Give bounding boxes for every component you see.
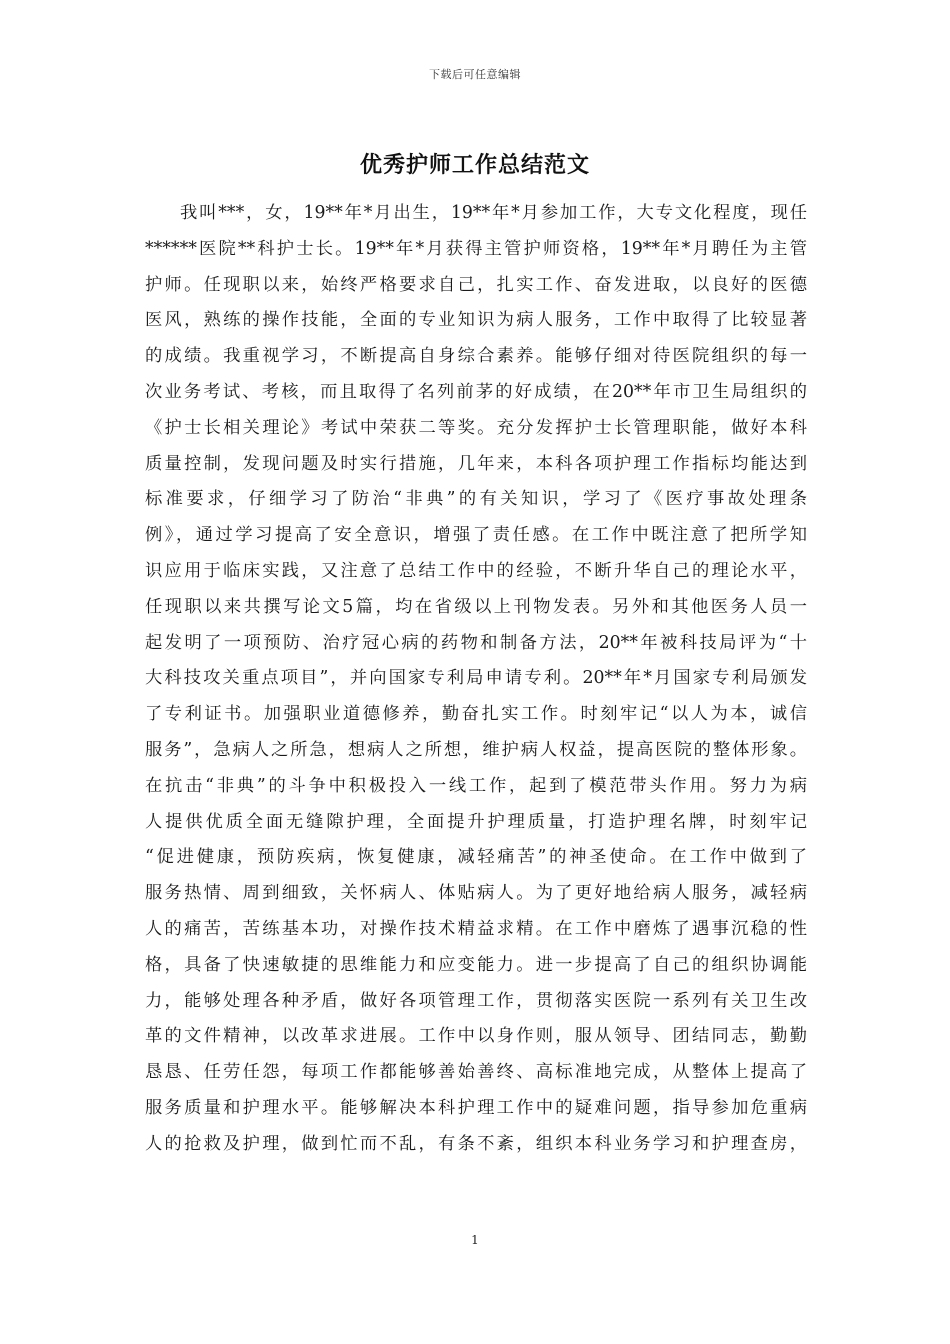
body-line: 人的痛苦，苦练基本功，对操作技术精益求精。在工作中磨炼了遇事沉稳的性	[145, 918, 807, 939]
body-line: 例》，通过学习提高了安全意识，增强了责任感。在工作中既注意了把所学知	[145, 525, 807, 546]
body-line: 力，能够处理各种矛盾，做好各项管理工作，贯彻落实医院一系列有关卫生改	[145, 990, 807, 1011]
body-line: 服务质量和护理水平。能够解决本科护理工作中的疑难问题，指导参加危重病	[145, 1097, 807, 1118]
body-line: 的成绩。我重视学习，不断提高自身综合素养。能够仔细对待医院组织的每一	[145, 346, 807, 367]
body-line: 人提供优质全面无缝隙护理，全面提升护理质量，打造护理名牌，时刻牢记	[145, 811, 807, 832]
body-line: 格，具备了快速敏捷的思维能力和应变能力。进一步提高了自己的组织协调能	[145, 954, 807, 975]
body-line: 医风，熟练的操作技能，全面的专业知识为病人服务，工作中取得了比较显著	[145, 310, 807, 331]
body-line: 恳恳、任劳任怨，每项工作都能够善始善终、高标准地完成，从整体上提高了	[145, 1062, 807, 1083]
document-body	[145, 196, 807, 1163]
body-line: 标准要求，仔细学习了防治“非典”的有关知识，学习了《医疗事故处理条	[145, 489, 807, 510]
body-line: 次业务考试、考核，而且取得了名列前茅的好成绩，在20**年市卫生局组织的	[145, 381, 807, 402]
body-line: 识应用于临床实践，又注意了总结工作中的经验，不断升华自己的理论水平，	[145, 560, 807, 581]
body-line: 在抗击“非典”的斗争中积极投入一线工作，起到了模范带头作用。努力为病	[145, 775, 807, 796]
body-line: 服务”，急病人之所急，想病人之所想，维护病人权益，提高医院的整体形象。	[145, 739, 807, 760]
body-line: 大科技攻关重点项目”，并向国家专利局申请专利。20**年*月国家专利局颁发	[145, 668, 807, 689]
body-line: “促进健康，预防疾病，恢复健康，减轻痛苦”的神圣使命。在工作中做到了	[145, 847, 807, 868]
body-line: 我叫***，女，19**年*月出生，19**年*月参加工作，大专文化程度，现任	[180, 203, 807, 223]
body-line: 了专利证书。加强职业道德修养，勤奋扎实工作。时刻牢记“以人为本，诚信	[145, 704, 807, 725]
page-header: 下载后可任意编辑	[429, 68, 521, 81]
page-number: 1	[471, 1233, 479, 1247]
document-title: 优秀护师工作总结范文	[359, 152, 590, 178]
body-line: 革的文件精神，以改革求进展。工作中以身作则，服从领导、团结同志，勤勤	[145, 1026, 807, 1047]
body-line: ******医院**科护士长。19**年*月获得主管护师资格，19**年*月聘任为主管	[145, 238, 807, 259]
body-line: 护师。任现职以来，始终严格要求自己，扎实工作、奋发进取，以良好的医德	[145, 274, 807, 295]
body-line: 任现职以来共撰写论文5篇，均在省级以上刊物发表。另外和其他医务人员一	[145, 596, 807, 617]
body-line: 人的抢救及护理，做到忙而不乱，有条不紊，组织本科业务学习和护理查房，	[145, 1133, 807, 1154]
body-line: 《护士长相关理论》考试中荣获二等奖。充分发挥护士长管理职能，做好本科	[145, 417, 807, 438]
body-line: 服务热情、周到细致，关怀病人、体贴病人。为了更好地给病人服务，减轻病	[145, 883, 807, 904]
body-line: 质量控制，发现问题及时实行措施，几年来，本科各项护理工作指标均能达到	[145, 453, 807, 474]
body-line: 起发明了一项预防、治疗冠心病的药物和制备方法，20**年被科技局评为“十	[145, 632, 807, 653]
